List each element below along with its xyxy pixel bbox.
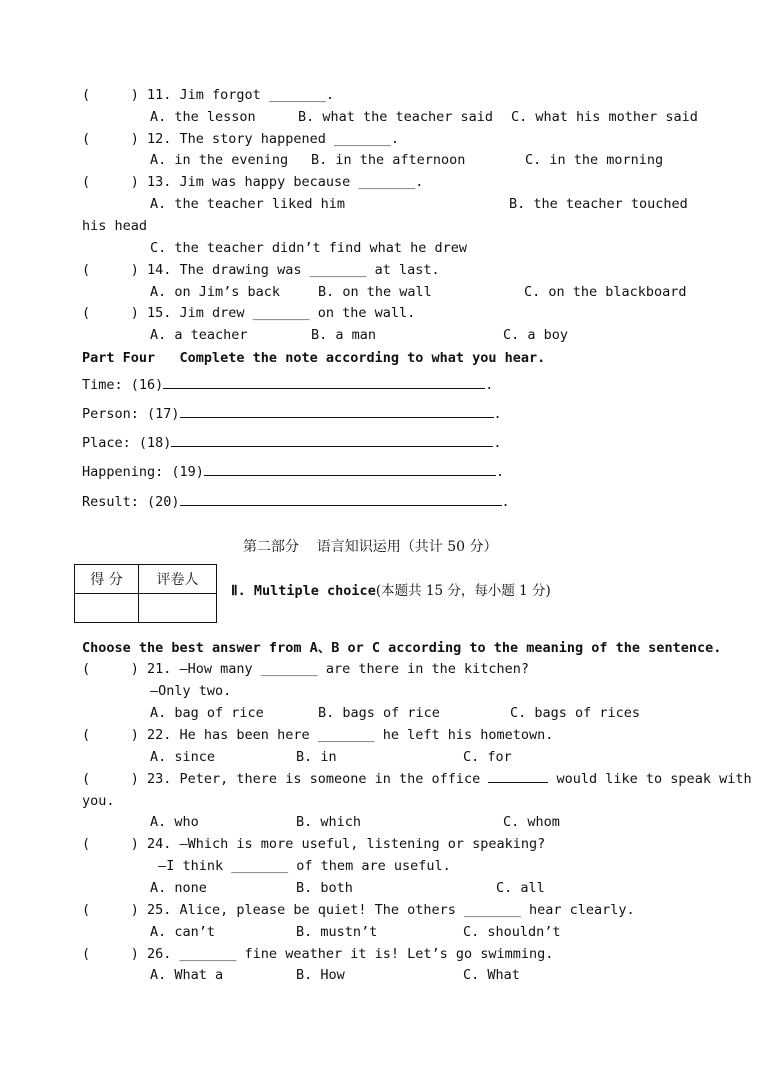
q21-option-c: C. bags of rices [510, 705, 641, 721]
note-row-place: Place: (18) . [82, 435, 502, 451]
note-blank-result[interactable] [180, 493, 502, 506]
q23-option-c: C. whom [503, 814, 560, 830]
q15-stem: ( ) 15. Jim drew _______ on the wall. [82, 305, 416, 321]
q11-option-c: C. what his mother said [511, 109, 698, 125]
q21-option-a: A. bag of rice [150, 705, 264, 721]
grader-header: 评卷人 [139, 565, 217, 594]
q22-option-b: B. in [296, 749, 337, 765]
note-blank-happening[interactable] [204, 463, 496, 476]
q13-option-c: C. the teacher didn’t find what he drew [150, 240, 467, 256]
q14-option-a: A. on Jim’s back [150, 284, 281, 300]
q13-stem: ( ) 13. Jim was happy because _______. [82, 174, 424, 190]
q22-option-a: A. since [150, 749, 216, 765]
q25-stem: ( ) 25. Alice, please be quiet! The others _______ hear clearly. [82, 902, 635, 918]
part-four-heading: Part Four Complete the note according to what you hear. [82, 350, 546, 366]
q13-option-a: A. the teacher liked him [150, 196, 346, 212]
q14-stem: ( ) 14. The drawing was _______ at last. [82, 262, 440, 278]
instruction: Choose the best answer from A、B or C according to the meaning of the sentence. [82, 640, 722, 656]
q14-option-c: C. on the blackboard [524, 284, 687, 300]
note-blank-place[interactable] [171, 434, 493, 447]
note-label-result: Result: (20) [82, 494, 180, 510]
note-label-happening: Happening: (19) [82, 464, 204, 480]
q12-option-a: A. in the evening [150, 152, 289, 168]
q24-option-a: A. none [150, 880, 207, 896]
q26-option-c: C. What [463, 967, 520, 983]
q22-option-c: C. for [463, 749, 512, 765]
q22-stem: ( ) 22. He has been here _______ he left his hometown. [82, 727, 554, 743]
multiple-choice-heading [231, 582, 551, 600]
q11-stem: ( ) 11. Jim forgot _______. [82, 87, 334, 103]
q23-text-a: ( ) 23. Peter, there is someone in the office [82, 771, 489, 787]
q12-option-b: B. in the afternoon [311, 152, 466, 168]
q23-stem [82, 770, 752, 788]
q26-option-a: A. What a [150, 967, 224, 983]
q25-option-a: A. can’t [150, 924, 216, 940]
q11-option-a: A. the lesson [150, 109, 256, 125]
mc-title: Ⅱ. Multiple choice [231, 583, 376, 599]
note-row-person: Person: (17) . [82, 406, 502, 422]
q23-option-b: B. which [296, 814, 362, 830]
note-blank-time[interactable] [163, 376, 485, 389]
q15-option-b: B. a man [311, 327, 377, 343]
q24-option-b: B. both [296, 880, 353, 896]
q24-reply: —I think _______ of them are useful. [150, 858, 451, 874]
q21-reply: —Only two. [150, 683, 232, 699]
q15-option-a: A. a teacher [150, 327, 248, 343]
score-header: 得 分 [75, 565, 139, 594]
note-label-time: Time: (16) [82, 377, 164, 393]
q25-option-b: B. mustn’t [296, 924, 378, 940]
q23-wrap: you. [82, 793, 115, 809]
q25-option-c: C. shouldn’t [463, 924, 561, 940]
score-cell[interactable] [75, 594, 139, 623]
note-row-time: Time: (16) . [82, 377, 494, 393]
q26-option-b: B. How [296, 967, 345, 983]
q13-option-b: B. the teacher touched [509, 196, 688, 212]
note-row-result: Result: (20) . [82, 494, 510, 510]
mc-note: (本题共 15 分，每小题 1 分) [375, 583, 551, 599]
q21-option-b: B. bags of rice [318, 705, 440, 721]
section-two-title: 第二部分 语言知识运用（共计 50 分） [243, 539, 498, 555]
q15-option-c: C. a boy [503, 327, 569, 343]
note-label-place: Place: (18) [82, 435, 172, 451]
q11-option-b: B. what the teacher said [298, 109, 494, 125]
q26-stem: ( ) 26. _______ fine weather it is! Let’s go swimming. [82, 946, 554, 962]
grader-cell[interactable] [139, 594, 217, 623]
q12-option-c: C. in the morning [525, 152, 664, 168]
q23-text-b: would like to speak with [548, 771, 752, 787]
note-blank-person[interactable] [180, 405, 494, 418]
q13-option-b-wrap: his head [82, 218, 148, 234]
q12-stem: ( ) 12. The story happened _______. [82, 131, 399, 147]
score-table [74, 564, 217, 623]
note-label-person: Person: (17) [82, 406, 180, 422]
q23-blank[interactable] [488, 770, 548, 783]
q23-option-a: A. who [150, 814, 199, 830]
q24-option-c: C. all [496, 880, 545, 896]
note-row-happening: Happening: (19) . [82, 464, 505, 480]
q14-option-b: B. on the wall [318, 284, 432, 300]
q21-stem: ( ) 21. —How many _______ are there in the kitchen? [82, 661, 530, 677]
q24-stem: ( ) 24. —Which is more useful, listening or speaking? [82, 836, 546, 852]
